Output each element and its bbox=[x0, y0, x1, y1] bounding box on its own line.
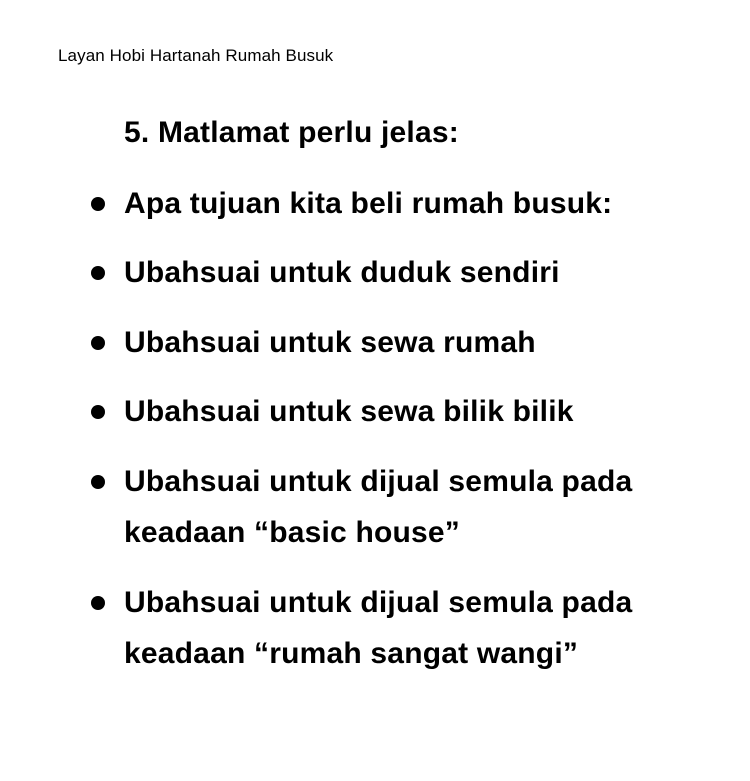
bullet-icon bbox=[91, 336, 105, 350]
bullet-item bbox=[124, 178, 612, 229]
bullet-text-continuation: keadaan “basic house” bbox=[124, 516, 461, 549]
bullet-icon bbox=[91, 197, 105, 211]
bullet-icon bbox=[91, 475, 105, 489]
bullet-text: Ubahsuai untuk dijual semula pada bbox=[124, 586, 633, 619]
bullet-text: Ubahsuai untuk duduk sendiri bbox=[124, 256, 560, 289]
bullet-text: Ubahsuai untuk dijual semula pada bbox=[124, 465, 633, 498]
bullet-item bbox=[124, 386, 574, 437]
bullet-item bbox=[124, 247, 560, 298]
section-heading: 5. Matlamat perlu jelas: bbox=[124, 116, 459, 149]
bullet-text: Apa tujuan kita beli rumah busuk: bbox=[124, 187, 613, 220]
bullet-item bbox=[124, 577, 632, 679]
bullet-icon bbox=[91, 266, 105, 280]
bullet-text: Ubahsuai untuk sewa rumah bbox=[124, 326, 536, 359]
bullet-item bbox=[124, 456, 632, 558]
bullet-text-continuation: keadaan “rumah sangat wangi” bbox=[124, 637, 579, 670]
bullet-icon bbox=[91, 596, 105, 610]
page-header: Layan Hobi Hartanah Rumah Busuk bbox=[58, 46, 334, 65]
bullet-text: Ubahsuai untuk sewa bilik bilik bbox=[124, 395, 574, 428]
bullet-icon bbox=[91, 405, 105, 419]
bullet-item bbox=[124, 317, 536, 368]
